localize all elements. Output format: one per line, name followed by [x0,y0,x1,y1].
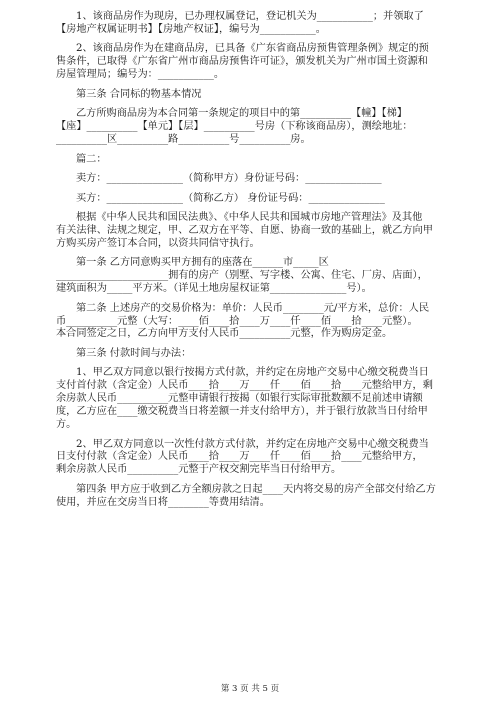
section-9-line-1: 第一条 乙方同意购买甲方拥有的座落在______市_____区 [76,257,329,269]
section-8-line-3: 方购买房产签订本合同，以资共同信守执行。 [56,237,260,249]
section-14-line-2: 使用，并应在交房当日将________等费用结清。 [56,496,270,508]
section-5-line-1: 篇二： [76,153,107,165]
section-10-line-1: 第二条 上述房产的交易价格为：单价：人民币________元/平方米，总价：人民 [76,302,430,314]
section-8-line-1: 根据《中华人民共和国民法典》、《中华人民共和国城市房地产管理法》及其他 [76,212,423,223]
section-10-line-2: 币__________元整（大写：____佰____拾____万____仟____佰____拾____元整）。 [56,315,418,327]
section-14-line-1: 第四条 甲方应于收到乙方全额房款之日起____天内将交易的房产全部交付给乙方 [76,483,436,495]
section-10-line-3: 本合同签定之日，乙方向甲方支付人民币__________元整，作为购房定金。 [56,328,393,340]
section-13-line-3: 剩余房款人民币__________元整于产权交割完毕当日付给甲方。 [56,464,342,476]
section-12-line-4: 度，乙方应在____缴交税费当日将差额一并支付给甲方），并于银行放款当日付给甲 [56,406,428,418]
section-7-line-1: 买方：_______________（简称乙方） 身份证号码：_______________ [76,192,385,204]
page-footer: 第 3 页 共 5 页 [220,684,280,694]
section-12-line-2: 支付首付款（含定金）人民币____拾____万____仟____佰____拾____元整给甲方，剩 [56,380,433,392]
section-11-line-1: 第三条 付款时间与办法： [76,347,192,359]
section-3-line-1: 第三条 合同标的物基本情况 [76,88,202,100]
section-12-line-1: 1、甲乙双方同意以银行按揭方式付款，并约定在房地产交易中心缴交税费当日 [76,367,429,379]
section-2-line-1: 2、该商品房作为在建商品房，已具备《广东省商品房预售管理条例》规定的预 [76,43,429,55]
section-9-line-2: ______________________拥有的房产（别墅、写字楼、公寓、住宅、厂房、店面）， [56,270,428,282]
section-9-line-3: 建筑面积为_____平方米。（详见土地房屋权证第_______________号）。 [56,283,372,295]
section-1-line-1: 1、该商品房作为现房，已办理权属登记，登记机关为___________；并领取了 [76,11,424,22]
section-2-line-3: 房屋管理局；编号为：___________。 [56,69,225,81]
section-13-line-1: 2、甲乙双方同意以一次性付款方式付款，并约定在房地产交易中心缴交税费当 [76,438,429,450]
section-8-line-2: 有关法律、法规之规定，甲、乙双方在平等、自愿、协商一致的基础上，就乙方向甲 [56,224,433,236]
section-12-line-3: 余房款人民币__________元整申请银行按揭（如银行实际审批数额不足前述申请额 [56,393,423,405]
section-13-line-2: 日支付付款（含定金）人民币____拾____万____仟____佰____拾____元整给甲方， [56,451,423,463]
section-4-line-3: __________区__________路__________号__________房。 [56,134,311,145]
section-2-line-2: 售条件，已取得《广东省广州市商品房预售许可证》，颁发机关为广州市国土资源和 [56,56,428,68]
section-4-line-1: 乙方所购商品房为本合同第一条规定的项目中的第__________【幢】【梯】 [76,108,408,120]
section-6-line-1: 卖方：_______________（简称甲方）身份证号码：_______________ [76,173,382,184]
section-1-line-2: 【房地产权属证明书】【房地产权证】，编号为___________。 [56,23,326,35]
section-12-line-5: 方。 [56,419,77,430]
section-4-line-2: 【座】__________【单元】【层】__________号房（下称该商品房），测绘地址： [56,121,413,133]
